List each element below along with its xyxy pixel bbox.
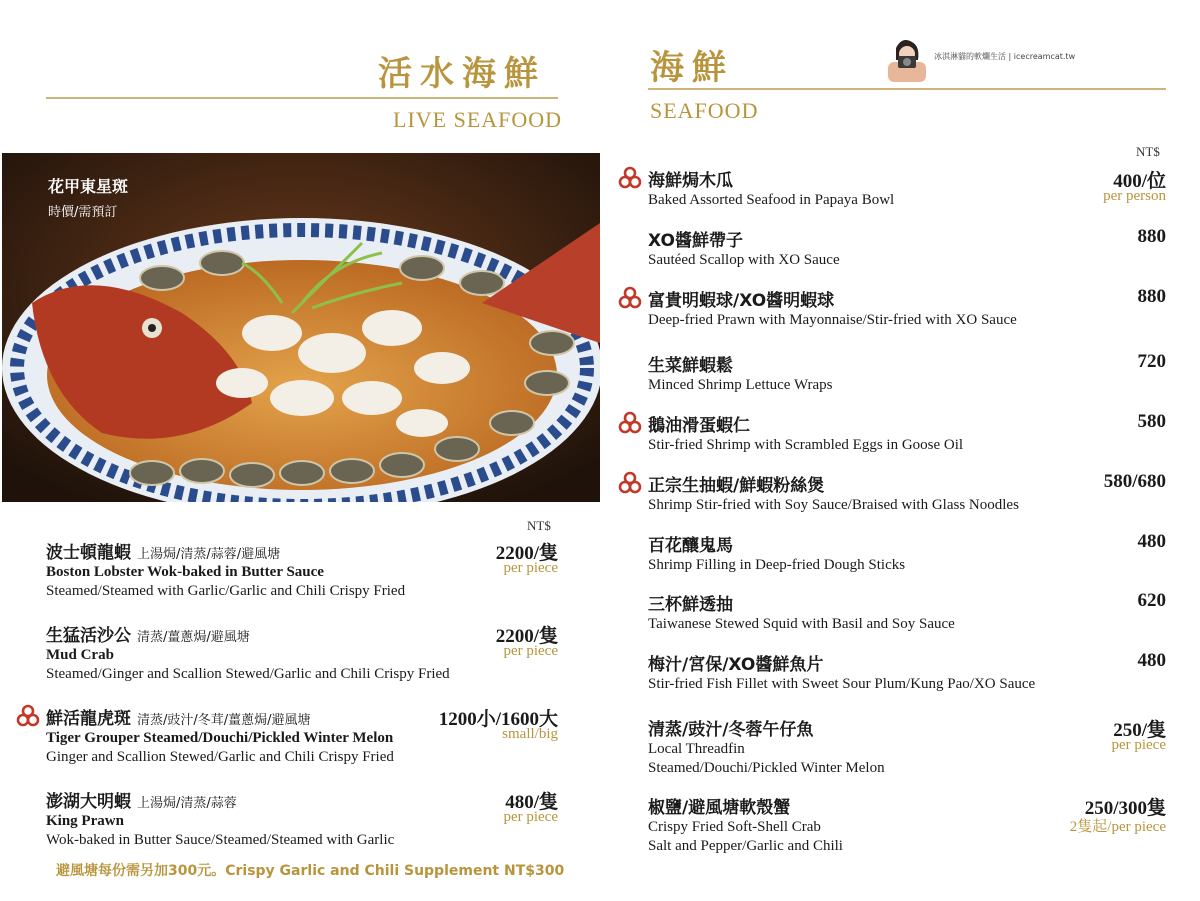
item-name-en: Taiwanese Stewed Squid with Basil and Soy Sauce (648, 616, 955, 632)
right-title-en: SEAFOOD (650, 98, 759, 123)
item-unit: small/big (502, 726, 558, 742)
signature-dish-icon (618, 166, 642, 190)
item-name-en: Local Threadfin (648, 741, 745, 757)
item-name-zh: 生猛活沙公 清蒸/薑蔥焗/避風塘 (46, 626, 250, 646)
photo-caption (48, 174, 128, 220)
item-unit: per piece (1111, 737, 1166, 753)
menu-item (46, 787, 558, 850)
right-title-zh: 海鮮 (650, 48, 734, 88)
item-methods: 清蒸/薑蔥焗/避風塘 (137, 630, 250, 645)
item-unit: 2隻起/per piece (1069, 819, 1166, 835)
item-name-zh: XO醬鮮帶子 (648, 231, 743, 251)
item-name-en: Boston Lobster Wok-baked in Butter Sauce (46, 564, 324, 580)
photo-caption-sub: 時價/需預訂 (48, 205, 118, 220)
menu-item (648, 650, 1166, 694)
item-name-en: Minced Shrimp Lettuce Wraps (648, 377, 833, 393)
item-price: 880 (1137, 226, 1166, 247)
menu-item (46, 704, 558, 767)
item-name-zh: 鵝油滑蛋蝦仁 (648, 416, 750, 436)
item-name-en: Crispy Fried Soft-Shell Crab (648, 819, 821, 835)
blog-watermark (882, 34, 1172, 82)
item-price: 250/隻 (1113, 720, 1166, 741)
menu-item (648, 351, 1166, 395)
item-name-en: Shrimp Filling in Deep-fried Dough Sticks (648, 557, 906, 573)
item-name-zh: 三杯鮮透抽 (648, 595, 733, 615)
menu-item (648, 226, 1166, 270)
item-name-en: King Prawn (46, 813, 124, 829)
item-price: 2200/隻 (495, 626, 558, 647)
menu-item (648, 715, 1166, 778)
left-title-rule (46, 97, 558, 99)
item-name-zh: 海鮮焗木瓜 (648, 171, 733, 191)
item-name-en: Deep-fried Prawn with Mayonnaise/Stir-fried with XO Sauce (648, 312, 1017, 328)
signature-dish-icon (16, 704, 40, 728)
item-price: 880 (1137, 286, 1166, 307)
item-methods: 上湯焗/清蒸/蒜蓉/避風塘 (137, 547, 281, 562)
signature-dish-icon (618, 411, 642, 435)
item-desc-en: Steamed/Ginger and Scallion Stewed/Garlic and Chili Crispy Fried (46, 666, 450, 682)
menu-item (648, 166, 1166, 210)
item-name-zh: 富貴明蝦球/XO醬明蝦球 (648, 291, 835, 311)
right-title-rule (648, 88, 1166, 90)
item-desc-en: Salt and Pepper/Garlic and Chili (648, 838, 843, 854)
item-name-en: Stir-fried Shrimp with Scrambled Eggs in Goose Oil (648, 437, 964, 453)
item-price: 2200/隻 (495, 543, 558, 564)
item-name-en: Tiger Grouper Steamed/Douchi/Pickled Winter Melon (46, 730, 394, 746)
supplement-note: 避風塘每份需另加300元。Crispy Garlic and Chili Supplement NT$300 (56, 863, 565, 879)
item-name-zh: 波士頓龍蝦 上湯焗/清蒸/蒜蓉/避風塘 (46, 543, 281, 563)
item-name-zh: 梅汁/宮保/XO醬鮮魚片 (648, 655, 824, 675)
item-desc-en: Steamed/Douchi/Pickled Winter Melon (648, 760, 885, 776)
item-name-zh: 百花釀鬼馬 (648, 536, 733, 556)
left-title-en: LIVE SEAFOOD (393, 107, 563, 132)
item-price: 1200小/1600大 (438, 709, 558, 730)
item-name-zh: 生菜鮮蝦鬆 (648, 356, 733, 376)
item-name-en: Shrimp Stir-fried with Soy Sauce/Braised with Glass Noodles (648, 497, 1019, 513)
item-name-zh: 鮮活龍虎斑 清蒸/豉汁/冬茸/薑蔥焗/避風塘 (46, 709, 311, 729)
item-name-zh: 清蒸/豉汁/冬蓉午仔魚 (648, 720, 814, 740)
item-desc-en: Ginger and Scallion Stewed/Garlic and Chili Crispy Fried (46, 749, 394, 765)
signature-dish-icon (618, 286, 642, 310)
left-currency: NT$ (527, 518, 551, 533)
item-unit: per piece (503, 643, 558, 659)
item-name-zh: 椒鹽/避風塘軟殼蟹 (648, 798, 791, 818)
item-name-en: Stir-fried Fish Fillet with Sweet Sour Plum/Kung Pao/XO Sauce (648, 676, 1036, 692)
item-unit: per person (1103, 188, 1166, 204)
signature-dish-icon (618, 471, 642, 495)
item-price: 480/隻 (505, 792, 558, 813)
item-price: 720 (1137, 351, 1166, 372)
photo-caption-name: 花甲東星斑 (48, 177, 129, 196)
menu-item (648, 531, 1166, 575)
item-price: 580/680 (1103, 471, 1166, 492)
menu-item (648, 411, 1166, 455)
item-price: 480 (1137, 531, 1166, 552)
item-price: 400/位 (1113, 171, 1166, 192)
item-price: 480 (1137, 650, 1166, 671)
item-name-en: Baked Assorted Seafood in Papaya Bowl (648, 192, 895, 208)
item-desc-en: Steamed/Steamed with Garlic/Garlic and Chili Crispy Fried (46, 583, 406, 599)
item-methods: 上湯焗/清蒸/蒜蓉 (137, 796, 237, 811)
left-title-zh: 活水海鮮 (378, 54, 546, 94)
blog-text: 冰淇淋貓的軟爛生活 | icecreamcat.tw (934, 52, 1076, 61)
blogger-avatar-icon (882, 34, 932, 82)
item-desc-en: Wok-baked in Butter Sauce/Steamed/Steamed with Garlic (46, 832, 395, 848)
item-name-zh: 正宗生抽蝦/鮮蝦粉絲煲 (648, 476, 825, 496)
item-name-en: Mud Crab (46, 647, 114, 663)
item-price: 620 (1137, 590, 1166, 611)
menu-item (46, 621, 558, 684)
item-unit: per piece (503, 809, 558, 825)
menu-item (648, 471, 1166, 515)
item-methods: 清蒸/豉汁/冬茸/薑蔥焗/避風塘 (137, 713, 311, 728)
menu-item (648, 286, 1166, 330)
item-unit: per piece (503, 560, 558, 576)
item-name-en: Sautéed Scallop with XO Sauce (648, 252, 840, 268)
menu-item (46, 538, 558, 601)
item-price: 580 (1137, 411, 1166, 432)
menu-item (648, 793, 1166, 856)
item-price: 250/300隻 (1084, 798, 1166, 819)
item-name-zh: 澎湖大明蝦 上湯焗/清蒸/蒜蓉 (46, 792, 237, 812)
right-currency: NT$ (1136, 144, 1160, 159)
menu-item (648, 590, 1166, 634)
